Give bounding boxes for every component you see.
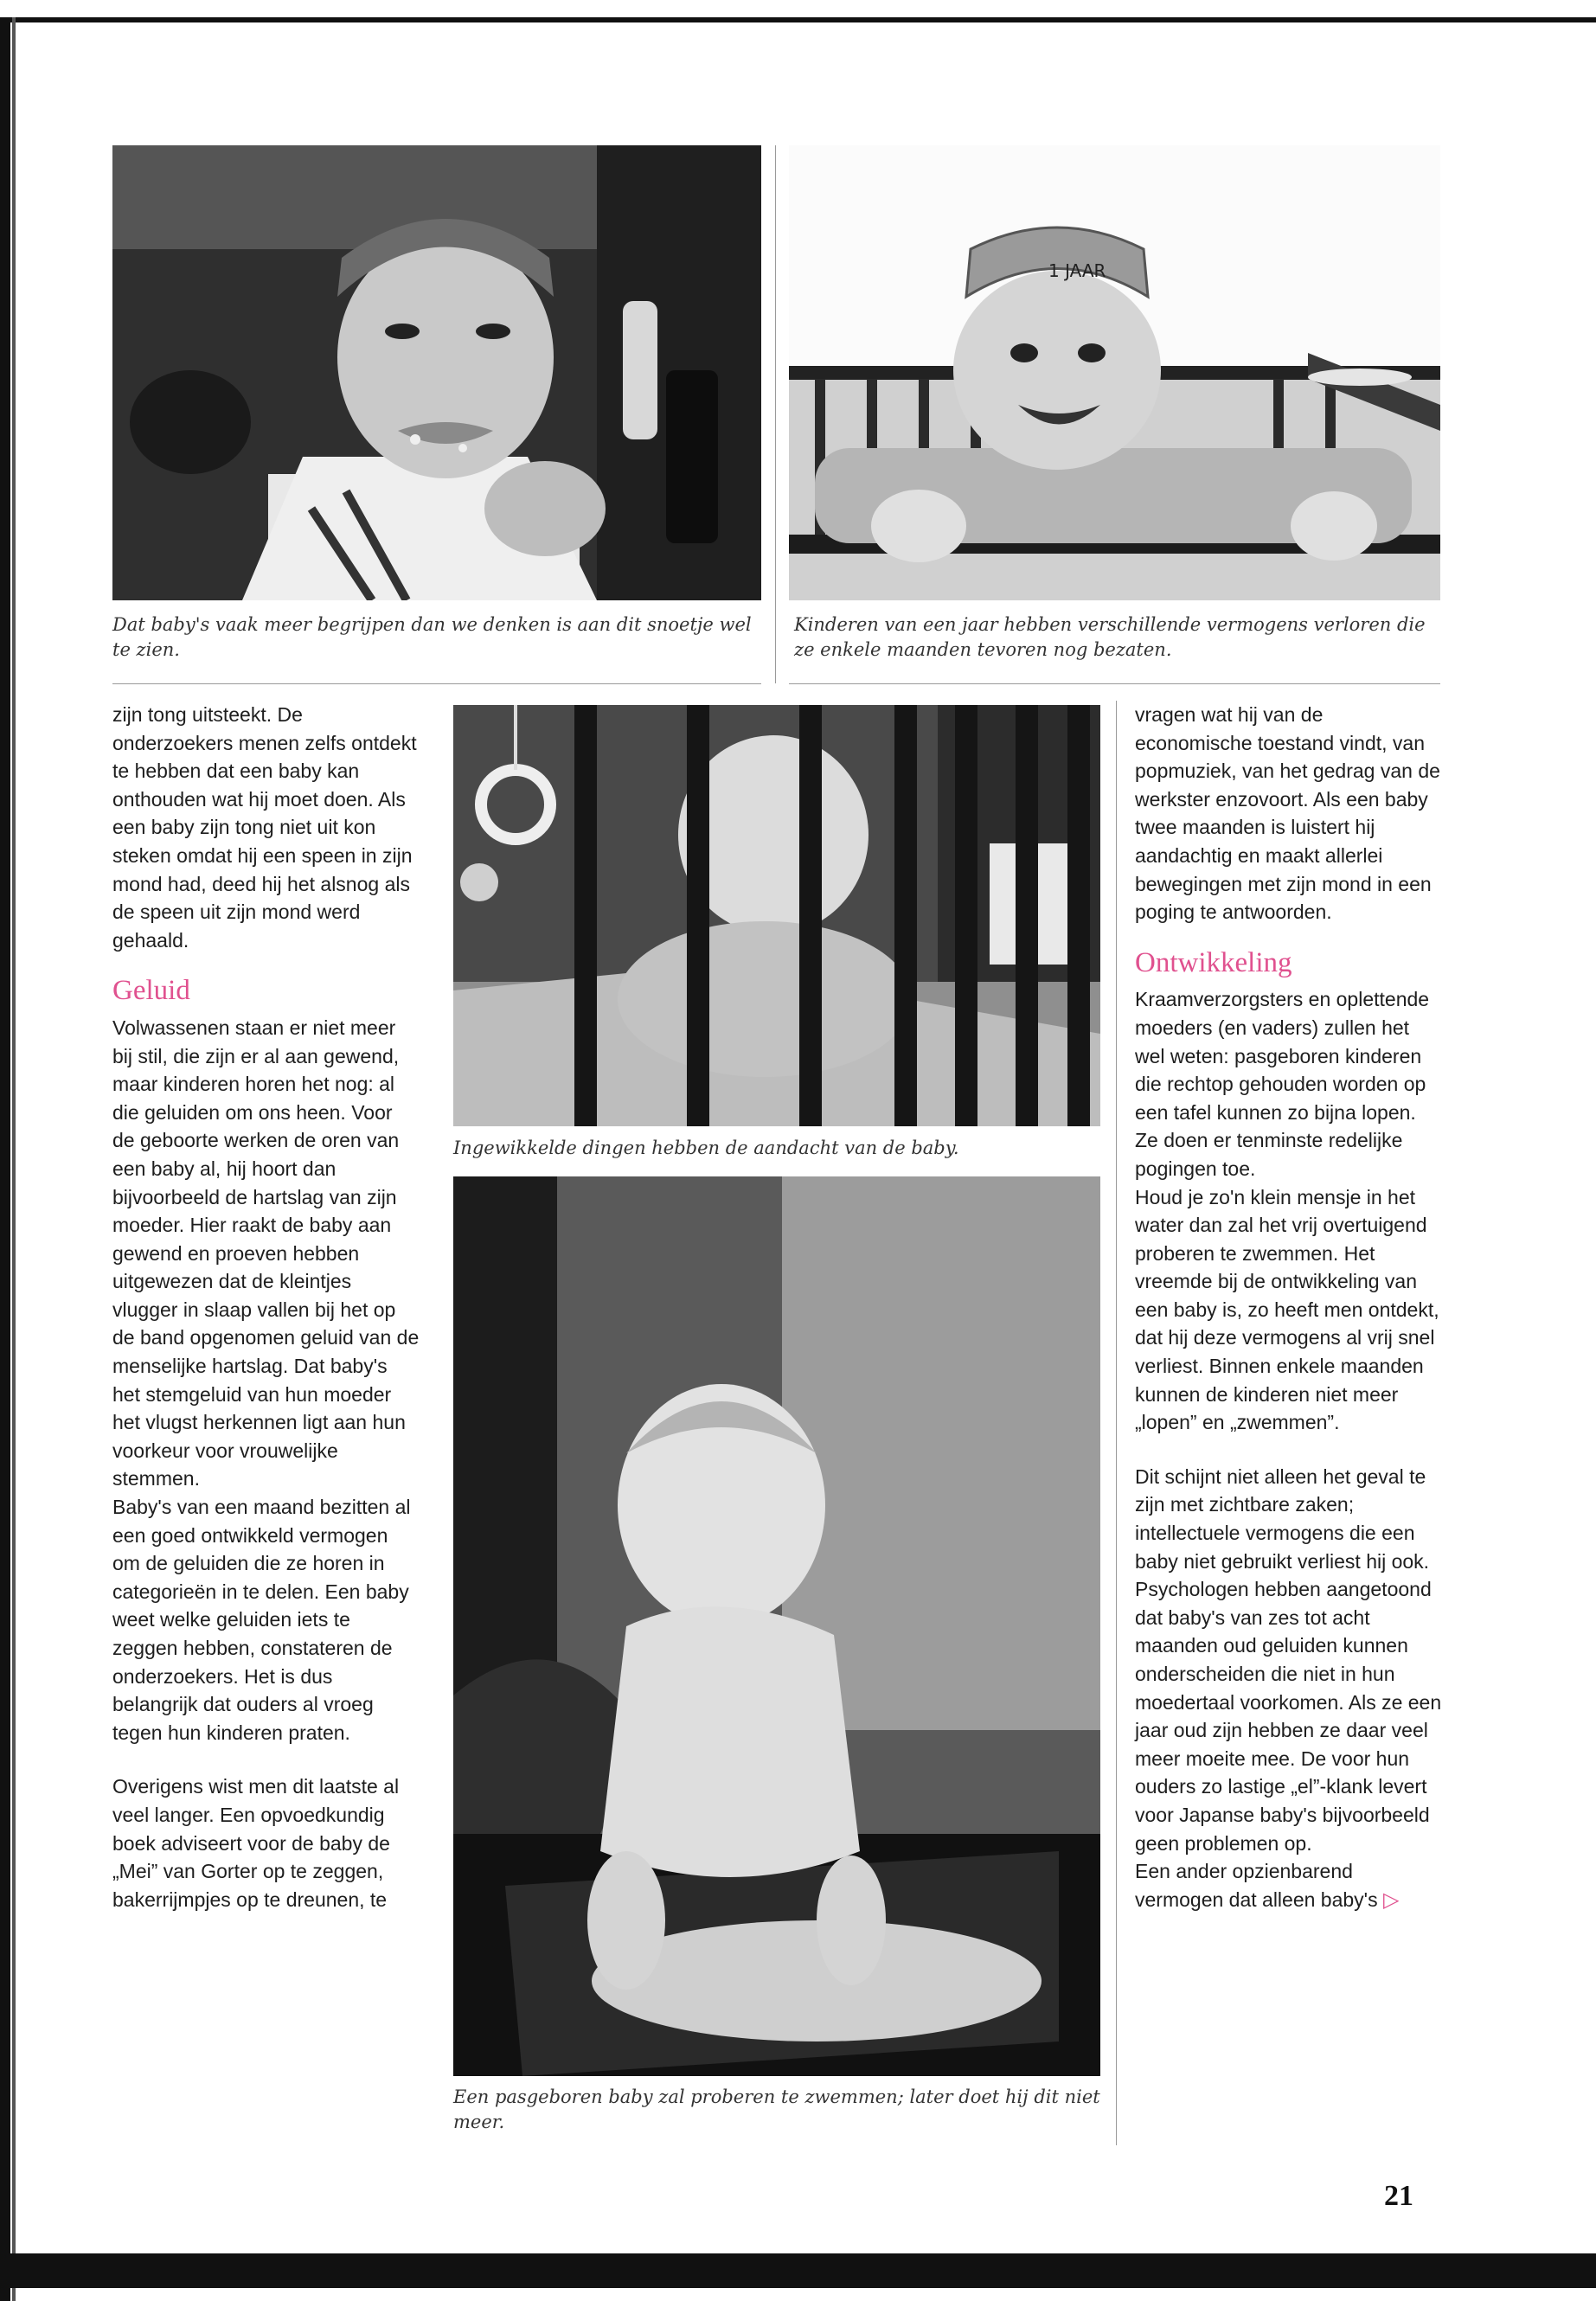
paragraph-left-4: Overigens wist men dit laatste al veel langer. Een opvoedkundig boek adviseert voor de baby de „Mei” van Gorter op te zeggen, bakerrijmpjes op te dreunen, te <box>112 1775 400 1911</box>
heading-ontwikkeling: Ontwikkeling <box>1135 946 1292 978</box>
crown-label: 1 JAAR <box>1048 260 1106 281</box>
paragraph-left-1: zijn tong uitsteekt. De onderzoekers menen zelfs ontdekt te hebben dat een baby kan onthouden wat hij moet doen. Als een baby zijn tong niet uit kon steken omdat hij een speen in zijn mond had, deed hij het alsnog als de speen uit zijn mond werd gehaald. <box>112 703 417 952</box>
rule-top-right <box>789 683 1440 684</box>
photo-baby-crown <box>789 145 1440 600</box>
rule-top-left <box>112 683 761 684</box>
continue-arrow-icon: ▷ <box>1382 1888 1400 1912</box>
paragraph-left-2: Volwassenen staan er niet meer bij stil, die zijn er al aan gewend, maar kinderen horen het nog: al die geluiden om ons heen. Voor de geboorte werken de oren van een baby al, hij hoort dan bijvoorbeeld de hartslag van zijn moeder. Hier raakt de baby aan gewend en proeven hebben uitgewezen dat de kleintjes vlugger in slaap vallen bij het op de band opgenomen geluid van de menselijke hartslag. Dat baby's het stemgeluid van hun moeder het vlugst herkennen ligt aan hun voorkeur voor vrouwelijke stemmen. <box>112 1016 420 1490</box>
rule-vertical-right <box>1116 701 1117 2145</box>
paragraph-right-4: Dit schijnt niet alleen het geval te zijn met zichtbare zaken; intellectuele vermogens die een baby niet gebruikt verliest hij ook. Psychologen hebben aangetoond dat baby's van zes tot acht maanden oud geluiden kunnen onderscheiden die niet in hun moedertaal voorkomen. Als ze een jaar oud zijn hebben ze daar veel meer moeite mee. De voor hun ouders zo lastige „el”-klank levert voor Japanse baby's bijvoorbeeld geen problemen op. <box>1135 1465 1442 1855</box>
scan-edge <box>0 17 10 2301</box>
rule-vertical-top <box>775 145 776 683</box>
caption-middle: Ingewikkelde dingen hebben de aandacht van de baby. <box>453 1138 959 1158</box>
bottom-border <box>0 2253 1596 2288</box>
top-border <box>0 0 1596 29</box>
page-number: 21 <box>1384 2180 1413 2212</box>
photo-baby-eating <box>112 145 761 600</box>
photo-baby-bath <box>453 1176 1100 2076</box>
caption-top-left: Dat baby's vaak meer begrijpen dan we denken is aan dit snoetje wel te zien. <box>112 614 752 660</box>
caption-bottom: Een pasgeboren baby zal proberen te zwemmen; later doet hij dit niet meer. <box>453 2086 1100 2132</box>
caption-top-right: Kinderen van een jaar hebben verschillende vermogens verloren die ze enkele maanden tevoren nog bezaten. <box>794 614 1426 660</box>
paragraph-right-3: Houd je zo'n klein mensje in het water dan zal het vrij overtuigend proberen te zwemmen. Het vreemde bij de ontwikkeling van een baby is, zo heeft men ontdekt, dat hij deze vermogens al vrij snel verliest. Binnen enkele maanden kunnen de kinderen niet meer „lopen” en „zwemmen”. <box>1135 1185 1439 1434</box>
paragraph-right-2: Kraamverzorgsters en oplettende moeders (en vaders) zullen het wel weten: pasgeboren kinderen die rechtop gehouden worden op een tafel kunnen zo bijna lopen. Ze doen er tenminste redelijke pogingen toe. <box>1135 988 1430 1180</box>
photo-baby-crib <box>453 705 1100 1126</box>
heading-geluid: Geluid <box>112 975 190 1007</box>
paragraph-left-3: Baby's van een maand bezitten al een goed ontwikkeld vermogen om de geluiden die ze horen in categorieën in te delen. Een baby weet welke geluiden iets te zeggen hebben, constateren de onderzoekers. Het is dus belangrijk dat ouders al vroeg tegen hun kinderen praten. <box>112 1496 411 1744</box>
column-left <box>112 701 420 1913</box>
paragraph-right-5 <box>1135 1857 1442 1914</box>
scan-edge-inner <box>12 17 16 2301</box>
paragraph-right-1: vragen wat hij van de economische toestand vindt, van popmuziek, van het gedrag van de werkster enzovoort. Als een baby twee maanden is luistert hij aandachtig en maakt allerlei bewegingen met zijn mond in een poging te antwoorden. <box>1135 703 1440 924</box>
column-right <box>1135 701 1442 1914</box>
paragraph-right-5-text: Een ander opzienbarend vermogen dat alleen baby's <box>1135 1860 1378 1911</box>
